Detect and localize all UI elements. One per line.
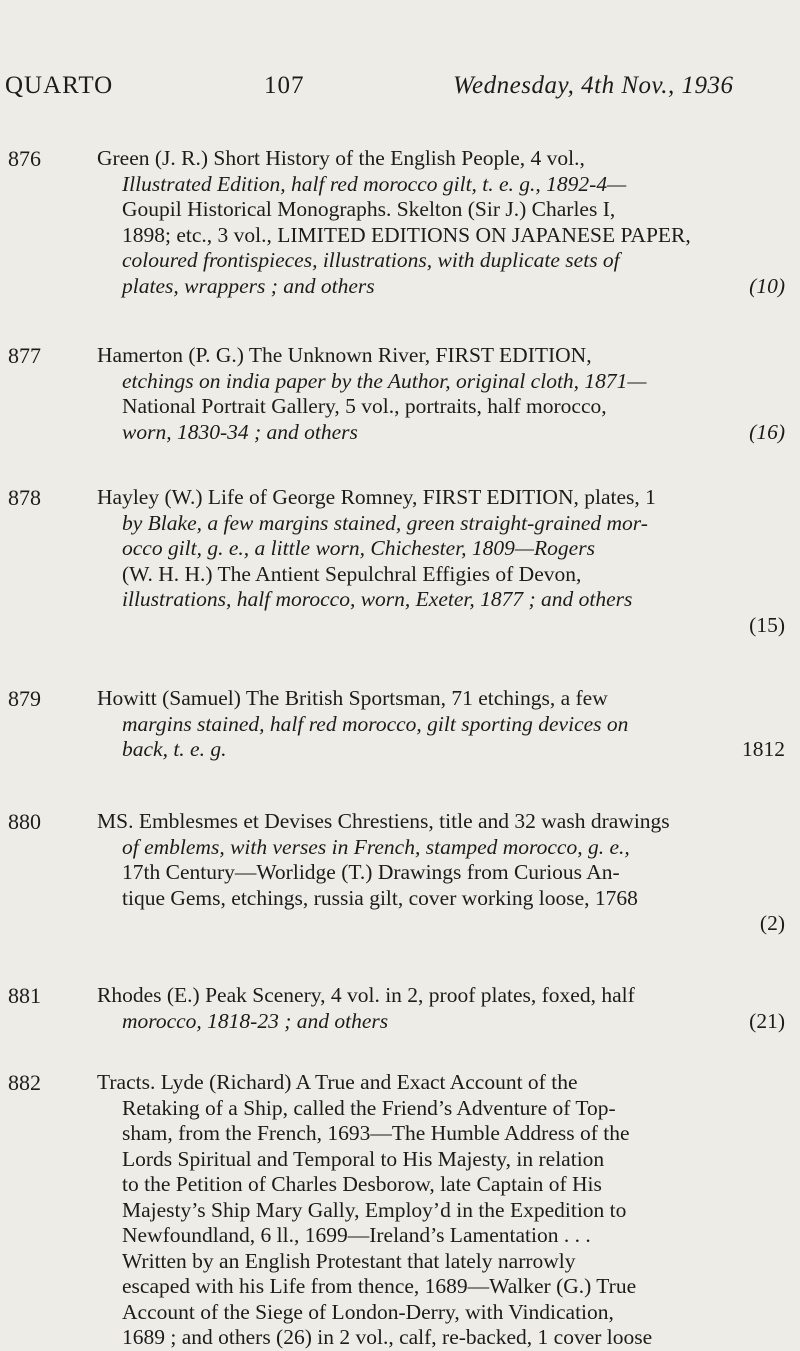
lot-description (97, 809, 785, 937)
lot-price: 1812 (742, 737, 785, 761)
lot-line: Newfoundland, 6 ll., 1699—Ireland’s Lamentation . . . (122, 1223, 591, 1247)
section-title: QUARTO (5, 72, 114, 99)
lot-line: MS. Emblesmes et Devises Chrestiens, title and 32 wash drawings (97, 809, 670, 833)
lot-line: occo gilt, g. e., a little worn, Chichester, 1809—Rogers (122, 536, 595, 560)
lot-price: (10) (749, 273, 785, 298)
lot-line: Hamerton (P. G.) The Unknown River, FIRST EDITION, (97, 343, 592, 367)
lot-line: morocco, 1818-23 ; and others (122, 1008, 389, 1033)
lot-line: Lords Spiritual and Temporal to His Majesty, in relation (122, 1146, 605, 1171)
lot-line: Goupil Historical Monographs. Skelton (Sir J.) Charles I, (122, 197, 616, 221)
lot-number: 877 (8, 343, 41, 368)
lot-line: by Blake, a few margins stained, green straight-grained mor- (122, 510, 648, 535)
lot-line: Retaking of a Ship, called the Friend’s Adventure of Top- (122, 1095, 616, 1120)
lot-price: (21) (749, 1008, 785, 1033)
lot-line: etchings on india paper by the Author, original cloth, 1871— (122, 368, 647, 393)
lot-description (97, 1070, 785, 1351)
sale-date: Wednesday, 4th Nov., 1936 (453, 72, 734, 99)
page-number: 107 (264, 72, 305, 99)
lot-number: 881 (8, 983, 41, 1008)
lot-line: back, t. e. g. (122, 737, 227, 761)
page-header (0, 72, 800, 112)
lot-number: 882 (8, 1070, 41, 1095)
lot-line: Rhodes (E.) Peak Scenery, 4 vol. in 2, proof plates, foxed, half (97, 983, 635, 1007)
lot-line: Howitt (Samuel) The British Sportsman, 71 etchings, a few (97, 686, 608, 710)
lot-line: Majesty’s Ship Mary Gally, Employ’d in the Expedition to (122, 1197, 627, 1222)
lot-line: National Portrait Gallery, 5 vol., portraits, half morocco, (122, 394, 607, 418)
lot-number: 879 (8, 686, 41, 711)
lot-number: 878 (8, 485, 41, 510)
lot-line: coloured frontispieces, illustrations, with duplicate sets of (122, 248, 620, 272)
lot-description (97, 146, 785, 299)
lot-line: tique Gems, etchings, russia gilt, cover working loose, 1768 (122, 885, 638, 910)
lot-line: to the Petition of Charles Desborow, late Captain of His (122, 1172, 602, 1196)
lot-description (97, 983, 785, 1034)
lot-line: of emblems, with verses in French, stamped morocco, g. e., (122, 834, 630, 859)
lot-line: Tracts. Lyde (Richard) A True and Exact Account of the (97, 1070, 578, 1094)
lot-description (97, 343, 785, 445)
lot-line: Hayley (W.) Life of George Romney, FIRST EDITION, plates, 1 (97, 485, 656, 509)
lot-line: escaped with his Life from thence, 1689—Walker (G.) True (122, 1274, 637, 1298)
lot-description (97, 485, 785, 638)
lot-price: (15) (749, 612, 785, 637)
lot-line: 1689 ; and others (26) in 2 vol., calf, re-backed, 1 cover loose (122, 1325, 653, 1349)
lot-price: (2) (759, 911, 785, 935)
lot-line: 17th Century—Worlidge (T.) Drawings from Curious An- (122, 860, 620, 884)
lot-line: (W. H. H.) The Antient Sepulchral Effigies of Devon, (122, 561, 582, 586)
lot-line: Written by an English Protestant that lately narrowly (122, 1248, 576, 1273)
lot-line: Account of the Siege of London-Derry, with Vindication, (122, 1299, 614, 1324)
lot-line: Illustrated Edition, half red morocco gilt, t. e. g., 1892-4— (122, 171, 627, 196)
lot-line: sham, from the French, 1693—The Humble Address of the (122, 1121, 630, 1145)
lot-line: Green (J. R.) Short History of the English People, 4 vol., (97, 146, 585, 170)
lot-number: 880 (8, 809, 41, 834)
lot-number: 876 (8, 146, 41, 171)
lot-description (97, 686, 785, 763)
lot-line: 1898; etc., 3 vol., LIMITED EDITIONS ON JAPANESE PAPER, (122, 222, 691, 247)
lot-price: (16) (749, 419, 785, 444)
lot-line: margins stained, half red morocco, gilt sporting devices on (122, 711, 629, 736)
lot-line: worn, 1830-34 ; and others (122, 419, 358, 444)
lot-line: plates, wrappers ; and others (122, 273, 375, 298)
lot-line: illustrations, half morocco, worn, Exeter, 1877 ; and others (122, 587, 633, 611)
